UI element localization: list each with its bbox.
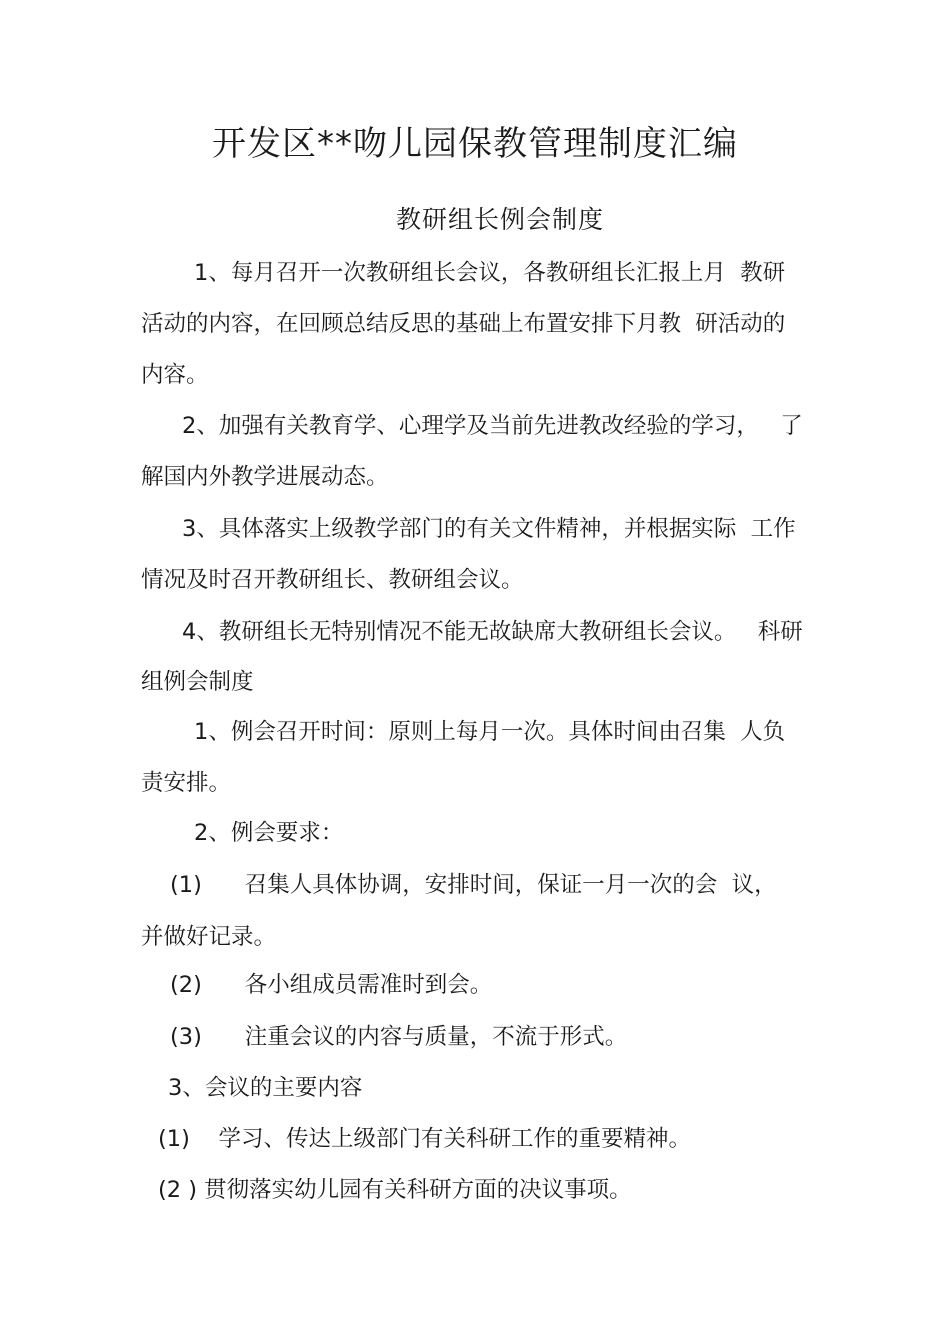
text-line: 3、具体落实上级教学部门的有关文件精神，并根据实际 工作 xyxy=(182,516,796,542)
document-title: 开发区**吻儿园保教管理制度汇编 xyxy=(212,124,738,164)
text-line: 内容。 xyxy=(141,362,209,388)
text-line: 组例会制度 xyxy=(141,669,254,695)
text-line: 4、教研组长无特别情况不能无故缺席大教研组长会议。 科研 xyxy=(182,619,803,645)
text-line: 解国内外教学进展动态。 xyxy=(141,464,389,490)
text-line: (1) 学习、传达上级部门有关科研工作的重要精神。 xyxy=(158,1126,691,1152)
text-line: 1、每月召开一次教研组长会议，各教研组长汇报上月 教研 xyxy=(194,260,786,286)
text-line: 2、例会要求： xyxy=(194,820,344,846)
text-line: 3、会议的主要内容 xyxy=(168,1075,363,1101)
text-line: (2) 各小组成员需准时到会。 xyxy=(170,972,493,998)
text-line: (2 ) 贯彻落实幼儿园有关科研方面的决议事项。 xyxy=(158,1177,632,1203)
text-line: 并做好记录。 xyxy=(141,924,277,950)
text-line: (3) 注重会议的内容与质量，不流于形式。 xyxy=(170,1024,628,1050)
text-line: 1、例会召开时间：原则上每月一次。具体时间由召集 人负 xyxy=(194,719,786,745)
text-line: 责安排。 xyxy=(141,770,232,796)
text-line: (1) 召集人具体协调，安排时间，保证一月一次的会 议， xyxy=(170,872,777,898)
text-line: 2、加强有关教育学、心理学及当前先进教改经验的学习， 了 xyxy=(182,413,803,439)
text-line: 活动的内容，在回顾总结反思的基础上布置安排下月教 研活动的 xyxy=(141,311,786,337)
text-line: 情况及时召开教研组长、教研组会议。 xyxy=(141,567,524,593)
section-title: 教研组长例会制度 xyxy=(395,205,604,234)
